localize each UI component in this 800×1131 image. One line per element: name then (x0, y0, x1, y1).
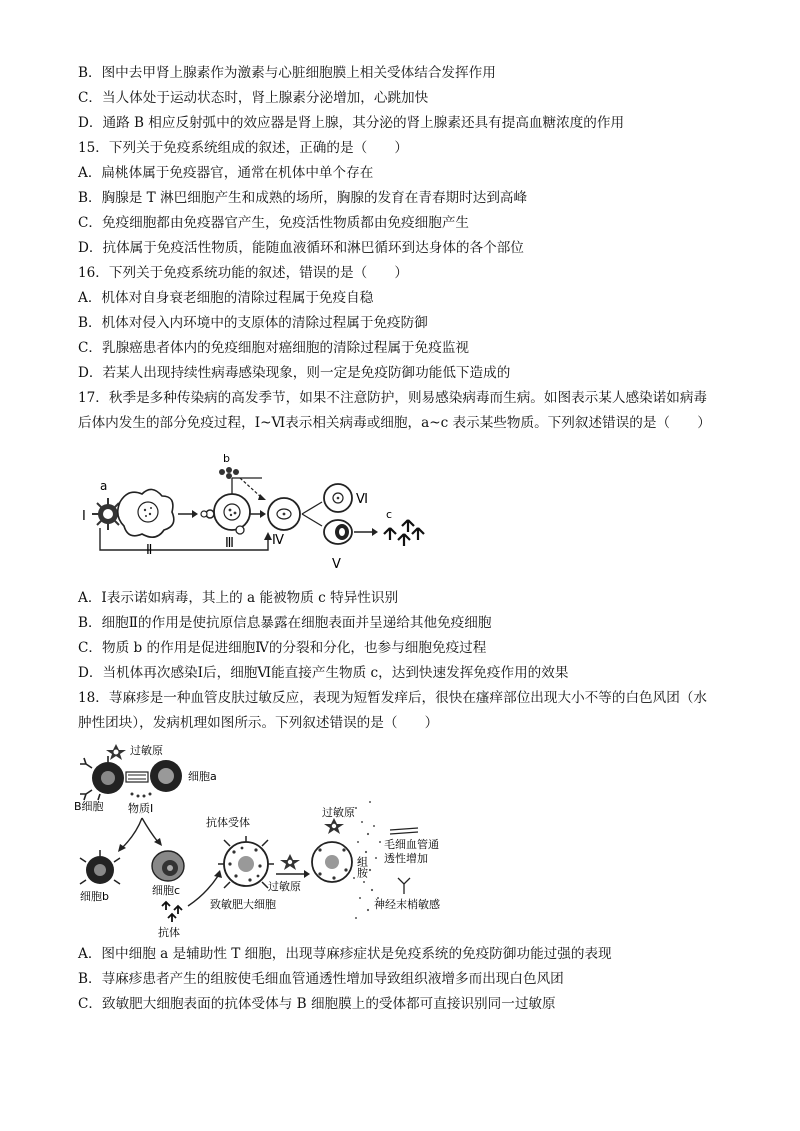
label-cell-b: 细胞b (80, 890, 109, 903)
label-ii: Ⅱ (146, 543, 153, 558)
q15-stem: 15．下列关于免疫系统组成的叙述，正确的是（ ） (78, 140, 408, 156)
label-iii: Ⅲ (225, 536, 234, 551)
label-capillary-1: 毛细血管通 (384, 838, 439, 851)
q15-option-b: B．胸腺是 T 淋巴细胞产生和成熟的场所，胸腺的发育在青春期时达到高峰 (78, 190, 528, 206)
q14-option-d: D．通路 B 相应反射弧中的效应器是肾上腺，其分泌的肾上腺素还具有提高血糖浓度的作用 (78, 115, 625, 131)
label-vi: Ⅵ (356, 492, 368, 507)
q18-option-a: A．图中细胞 a 是辅助性 T 细胞，出现荨麻疹症状是免疫系统的免疫防御功能过强的表现 (78, 946, 612, 962)
capillary-icon (390, 828, 418, 834)
q16-stem: 16．下列关于免疫系统功能的叙述，错误的是（ ） (78, 265, 408, 281)
label-allergen-top: 过敏原 (130, 744, 163, 757)
label-i: Ⅰ (82, 509, 86, 524)
antibody-icon (162, 902, 182, 922)
q18-option-c: C．致敏肥大细胞表面的抗体受体与 B 细胞膜上的受体都可直接识别同一过敏原 (78, 996, 556, 1012)
q14-option-b: B．图中去甲肾上腺素作为激素与心脏细胞膜上相关受体结合发挥作用 (78, 65, 496, 81)
q16-option-a: A．机体对自身衰老细胞的清除过程属于免疫自稳 (78, 290, 374, 306)
q17-stem-line1: 17．秋季是多种传染病的高发季节，如果不注意防护，则易感染病毒而生病。如图表示某人感染诺如病毒 (78, 390, 708, 406)
label-b-cell: B细胞 (74, 800, 104, 813)
label-allergen-right: 过敏原 (322, 806, 355, 819)
label-histamine: 组胺 (355, 856, 369, 878)
antibody-c-icon (384, 520, 424, 546)
q16-option-c: C．乳腺癌患者体内的免疫细胞对癌细胞的清除过程属于免疫监视 (78, 340, 470, 356)
label-substance-i: 物质Ⅰ (128, 802, 154, 815)
q18-urticaria-figure (70, 738, 470, 938)
q17-figure-svg (80, 450, 430, 580)
q18-stem-line2: 肿性团块），发病机理如图所示。下列叙述错误的是（ ） (78, 715, 439, 731)
label-nerve: 神经末梢敏感 (374, 898, 440, 911)
label-cell-a: 细胞a (188, 770, 217, 783)
q14-option-c: C．当人体处于运动状态时，肾上腺素分泌增加，心跳加快 (78, 90, 429, 106)
label-allergen-mid: 过敏原 (268, 880, 301, 893)
allergen-icon-right (324, 818, 344, 834)
q16-option-d: D．若某人出现持续性病毒感染现象，则一定是免疫防御功能低下造成的 (78, 365, 511, 381)
q17-option-d: D．当机体再次感染Ⅰ后，细胞Ⅵ能直接产生物质 c，达到快速发挥免疫作用的效果 (78, 665, 569, 681)
q15-option-a: A．扁桃体属于免疫器官，通常在机体中单个存在 (78, 165, 374, 181)
q15-option-c: C．免疫细胞都由免疫器官产生，免疫活性物质都由免疫细胞产生 (78, 215, 470, 231)
q16-option-b: B．机体对侵入内环境中的支原体的清除过程属于免疫防御 (78, 315, 428, 331)
nerve-ending-icon (398, 878, 410, 894)
label-cell-c: 细胞c (152, 884, 181, 897)
q15-option-d: D．抗体属于免疫活性物质，能随血液循环和淋巴循环到达身体的各个部位 (78, 240, 524, 256)
q17-option-b: B．细胞Ⅱ的作用是使抗原信息暴露在细胞表面并呈递给其他免疫细胞 (78, 615, 492, 631)
label-antibody-receptor: 抗体受体 (206, 816, 250, 829)
allergen-icon-mid (280, 854, 300, 870)
q18-option-b: B．荨麻疹患者产生的组胺使毛细血管通透性增加导致组织液增多而出现白色风团 (78, 971, 564, 987)
label-iv: Ⅳ (272, 533, 284, 548)
q18-figure-svg (70, 738, 470, 938)
label-b: b (223, 452, 230, 465)
q18-stem-line1: 18．荨麻疹是一种血管皮肤过敏反应，表现为短暂发痒后，很快在瘙痒部位出现大小不等的白色风团（水 (78, 690, 708, 706)
label-c: c (386, 508, 393, 521)
q17-immune-figure (80, 450, 430, 580)
label-v: Ⅴ (332, 557, 341, 572)
q17-option-c: C．物质 b 的作用是促进细胞Ⅳ的分裂和分化，也参与细胞免疫过程 (78, 640, 487, 656)
label-antibody: 抗体 (158, 926, 180, 938)
q17-option-a: A．Ⅰ表示诺如病毒，其上的 a 能被物质 c 特异性识别 (78, 590, 399, 606)
q17-stem-line2: 后体内发生的部分免疫过程，Ⅰ~Ⅵ表示相关病毒或细胞，a~c 表示某些物质。下列叙述错误的是（ ） (78, 415, 711, 431)
label-a: a (100, 479, 108, 493)
label-mast-cell: 致敏肥大细胞 (210, 898, 276, 911)
allergen-icon-top (106, 744, 126, 760)
label-capillary-2: 透性增加 (384, 852, 428, 865)
